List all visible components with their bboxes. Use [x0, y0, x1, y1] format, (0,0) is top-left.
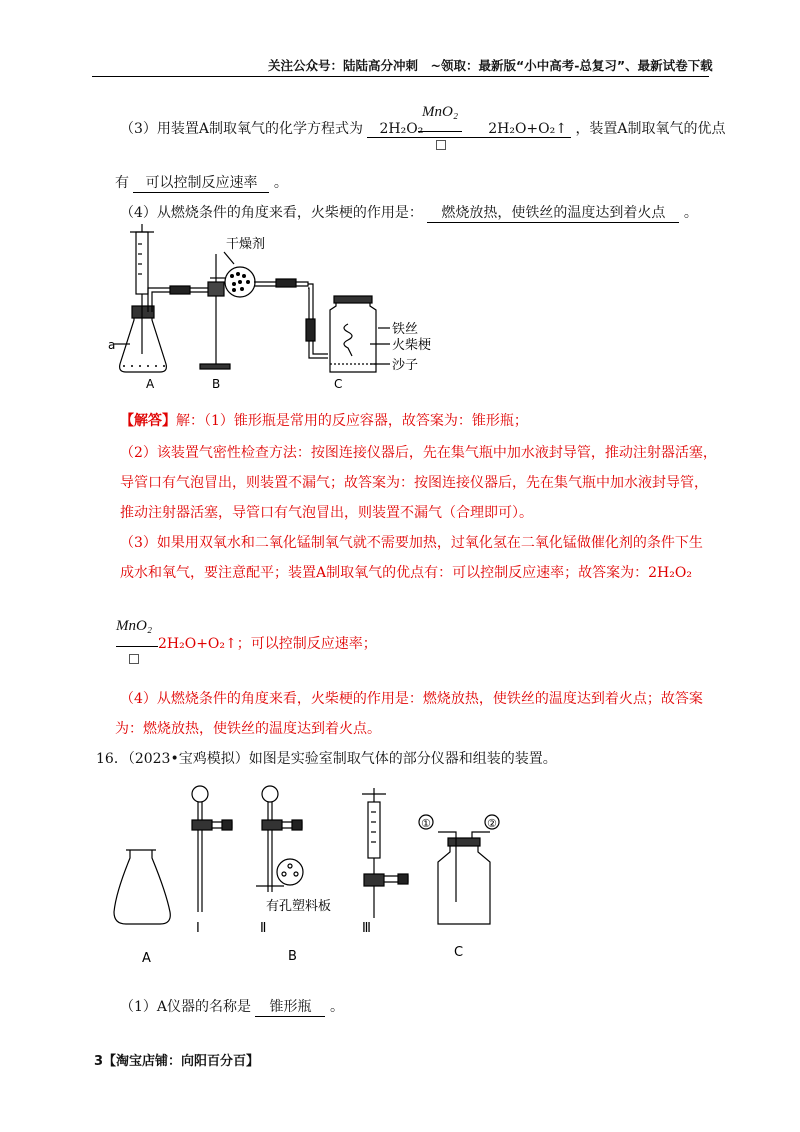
solution-reaction-arrow: [116, 646, 158, 647]
solution-text-6a: 成水和氧气，要注意配平；装置A制取氧气的优点有：可以控制反应速率；故答案为：: [120, 565, 649, 581]
fig2-label-B: B: [288, 949, 297, 964]
fig2-label-I: Ⅰ: [196, 921, 200, 936]
label-C: C: [334, 377, 343, 391]
label-a: a: [108, 338, 116, 352]
solution-text-1: 解：（1）锥形瓶是常用的反应容器，故答案为：锥形瓶；: [176, 413, 528, 429]
page-header: 关注公众号：陆陆高分冲刺 ~领取：最新版“小中高考-总复习”、最新试卷下载: [268, 58, 713, 73]
fig2-label-C: C: [454, 945, 464, 960]
q3-line: [120, 118, 726, 138]
solution-line-1: [120, 410, 528, 430]
header-rule: [92, 76, 709, 77]
solution-line-9: 为：燃烧放热，使铁丝的温度达到着火点。: [115, 721, 381, 737]
q3-condition-box: [436, 138, 446, 154]
q4-prefix: （4）从燃烧条件的角度来看，火柴梗的作用是：: [120, 205, 423, 221]
q3-suffix: ，装置A制取氧气的优点: [575, 121, 726, 137]
label-iron-wire: 铁丝: [392, 322, 419, 337]
solution-line-4: 推动注射器活塞，导管口有气泡冒出，则装置不漏气（合理即可）。: [120, 505, 533, 521]
fig2-label-port-2: ②: [487, 817, 497, 830]
fig2-label-plate: 有孔塑料板: [266, 899, 332, 914]
q16-sub1-answer: 锥形瓶: [255, 996, 325, 1017]
apparatus-figure-1: [108, 224, 448, 392]
solution-text-6b: 2H₂O₂: [648, 565, 692, 581]
solution-line-3: 导管口有气泡冒出，则装置不漏气；故答案为：按图连接仪器后，先在集气瓶中加水液封导管，: [120, 475, 708, 491]
solution-line-2: （2）该装置气密性检查方法：按图连接仪器后，先在集气瓶中加水液封导管，推动注射器活塞，: [120, 445, 717, 461]
label-sand: 沙子: [392, 358, 419, 373]
apparatus-figure-2: [108, 782, 528, 972]
q3-reaction-arrow: [418, 131, 462, 132]
solution-catalyst: MnO₂: [116, 618, 153, 634]
fig2-label-port-1: ①: [421, 817, 431, 830]
q4-answer: 燃烧放热，使铁丝的温度达到着火点: [427, 202, 679, 223]
solution-line-7: 2H₂O+O₂↑；可以控制反应速率；: [158, 636, 377, 652]
q4-suffix: 。: [683, 205, 698, 221]
fig2-label-III: Ⅲ: [362, 921, 371, 936]
q3-adv-prefix: 有: [115, 175, 129, 191]
solution-tag: 【解答】: [120, 413, 176, 429]
eq-right: 2H₂O+O₂↑: [488, 121, 567, 137]
q3-adv-answer: 可以控制反应速率: [133, 172, 269, 193]
page-footer: 3【淘宝店铺：向阳百分百】: [94, 1054, 260, 1069]
q16-sub1-line: [120, 996, 344, 1017]
eq-left: 2H₂O₂: [379, 121, 424, 137]
q16-sub1-prefix: （1）A仪器的名称是: [120, 999, 252, 1015]
q16-sub1-suffix: 。: [329, 999, 344, 1015]
q3-catalyst: MnO₂: [422, 104, 459, 120]
flask-A: [114, 850, 170, 924]
label-desiccant: 干燥剂: [226, 237, 266, 252]
label-B: B: [212, 377, 221, 391]
solution-line-8: （4）从燃烧条件的角度来看，火柴梗的作用是：燃烧放热，使铁丝的温度达到着火点；故答案: [120, 691, 703, 707]
solution-line-5: （3）如果用双氧水和二氧化锰制氧气就不需要加热，过氧化氢在二氧化锰做催化剂的条件下生: [120, 535, 703, 551]
q3-equation: [367, 121, 571, 138]
q3-prefix: （3）用装置A制取氧气的化学方程式为: [120, 121, 364, 137]
label-A: A: [146, 377, 155, 391]
q3-advantage-line: [115, 172, 288, 193]
solution-condition-box: [129, 652, 139, 668]
label-match: 火柴梗: [392, 338, 432, 353]
q3-adv-suffix: 。: [273, 175, 288, 191]
syringe-barrel: [136, 232, 148, 294]
q4-line: [120, 202, 698, 223]
solution-line-6: [120, 562, 692, 582]
fig2-label-A: A: [142, 951, 151, 966]
fig2-label-II: Ⅱ: [260, 921, 267, 936]
q16-stem: 16．（2023•宝鸡模拟）如图是实验室制取气体的部分仪器和组装的装置。: [96, 751, 557, 767]
